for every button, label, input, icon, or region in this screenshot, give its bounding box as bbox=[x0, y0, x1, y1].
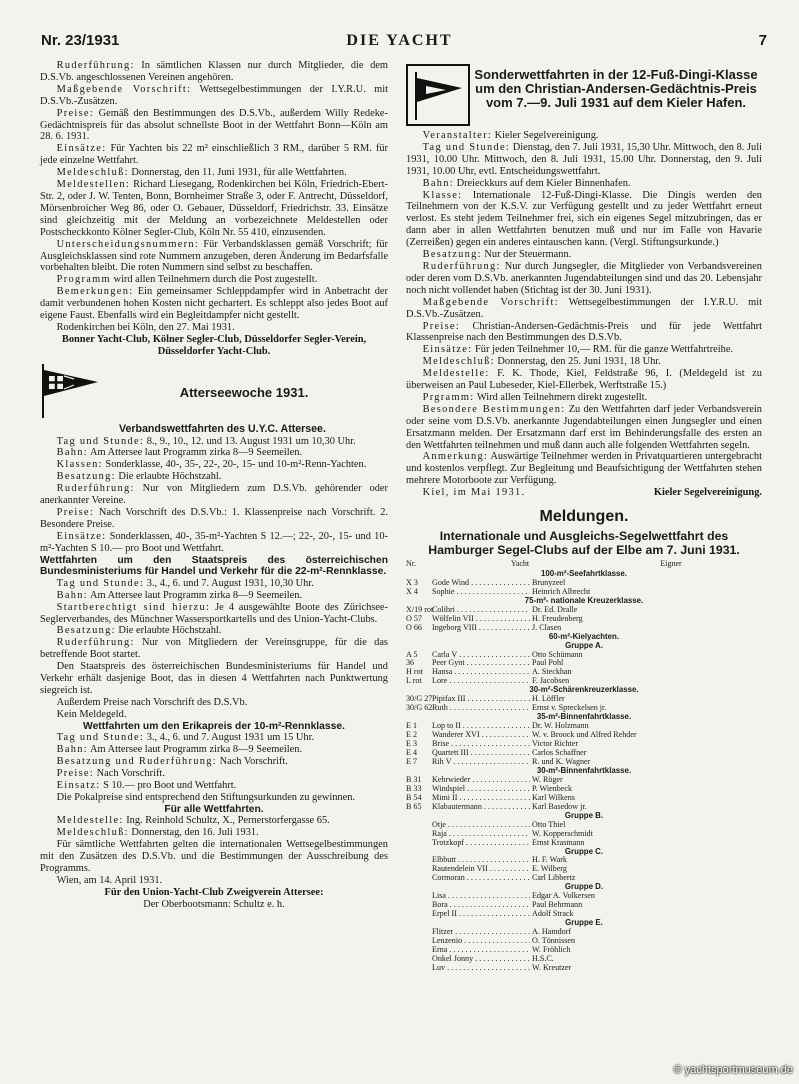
list-item bbox=[406, 776, 762, 785]
yacht-name: Ingeborg VIII . . . bbox=[432, 624, 530, 633]
list-item bbox=[406, 937, 762, 946]
sail-number bbox=[406, 821, 432, 830]
paragraph: Tag und Stunde: 3., 4., 6. und 7. August 1931, 10,30 Uhr. bbox=[56, 577, 314, 589]
signers: Bonner Yacht-Club, Kölner Segler-Club, Düsseldorfer Segler-Verein, Düsseldorfer Yacht-Club. bbox=[61, 333, 367, 357]
yacht-name: Erna . . . bbox=[432, 946, 530, 955]
sail-number: L rot bbox=[406, 676, 422, 686]
paragraph: Tag und Stunde: Dienstag, den 7. Juli 1931, 15,30 Uhr. Mittwoch, den 8. Juli 1931, 10.00 Uhr. Mittwoch, den 8. Juli 1931, 15.00 Uhr. Donnerstag, den 9. Juli 1931, 10.00 Uhr, evtl. Entscheidungswettfahrt. bbox=[406, 141, 762, 177]
paragraph: Ruderführung: Nur von Mitgliedern zum D.S.Vb. gehörender oder anerkannter Vereine. bbox=[40, 483, 388, 507]
owner-name: Otto Schümann bbox=[532, 650, 583, 659]
attersee-heading bbox=[40, 362, 388, 420]
regatta-title: Internationale und Ausgleichs-Segelwettfahrt des Hamburger Segel-Clubs auf der Elbe am 7. Juni 1931. bbox=[428, 529, 740, 557]
owner-name: Paul Behrmann bbox=[532, 901, 583, 910]
sail-number bbox=[406, 928, 432, 937]
signer-club: Für den Union-Yacht-Club Zweigverein Attersee: bbox=[104, 886, 324, 898]
list-item bbox=[406, 695, 762, 704]
owner-name: A. Steckhan bbox=[532, 668, 572, 677]
owner-name: H. Freudenberg bbox=[532, 614, 583, 623]
sail-number bbox=[406, 937, 432, 946]
yacht-name: Trotzkopf . . . bbox=[432, 839, 530, 848]
list-item bbox=[406, 955, 762, 964]
owner-name: F. Jacobsen bbox=[532, 677, 570, 686]
owner-name: Victor Richter bbox=[532, 740, 579, 749]
paragraph: Besondere Bestimmungen: Zu den Wettfahrten darf jeder Verbandsverein oder seine vom D.S.Vb. anerkannte Jugendabteilungen einen Jungsegler und einen Ersatzmann melden. Der Ersatzmann darf erst im Behinderungsfalle des ersten an den Wettfahrten teilnehmen und muß dann auch alle folgenden Wettfahrten segeln. bbox=[406, 403, 762, 451]
paragraph: Veranstalter: Kieler Segelvereinigung. bbox=[422, 130, 599, 141]
paragraph: Besatzung: Die erlaubte Höchstzahl. bbox=[56, 625, 222, 637]
owner-name: W. Kopperschmidt bbox=[532, 829, 593, 838]
yacht-name: Bora . . . bbox=[432, 901, 530, 910]
list-item bbox=[406, 579, 762, 588]
sail-number: X/19 rot bbox=[406, 604, 434, 614]
yacht-name: Carla V . . . bbox=[432, 651, 530, 660]
paragraph: Besatzung: Nur der Steuermann. bbox=[422, 249, 572, 261]
class-heading: 30-m²-Schärenkreuzerklasse. bbox=[529, 685, 639, 695]
list-item bbox=[406, 659, 762, 668]
sail-number: B 65 bbox=[406, 801, 422, 811]
yacht-name: Peer Gynt . . . bbox=[432, 659, 530, 668]
sail-number bbox=[406, 892, 432, 901]
sign-line bbox=[406, 487, 762, 499]
place-date: Kiel, im Mai 1931. bbox=[422, 487, 526, 499]
owner-name: Carl Libbertz bbox=[532, 874, 576, 883]
magazine-title: DIE YACHT bbox=[346, 32, 453, 49]
yacht-name: Quartett III . . . bbox=[432, 749, 530, 758]
owner-name: Karl Basedow jr. bbox=[532, 802, 587, 811]
owner-name: Heinrich Albrecht bbox=[532, 587, 591, 596]
class-heading: 75-m²- nationale Kreuzerklasse. bbox=[524, 595, 644, 605]
yacht-name: Lore . . . bbox=[432, 677, 530, 686]
list-item bbox=[406, 785, 762, 794]
list-item bbox=[406, 615, 762, 624]
dingi-heading bbox=[406, 64, 762, 126]
yacht-name: Rautendelein VII . . . bbox=[432, 865, 530, 874]
paragraph: Ruderführung: Nur von Mitgliedern der Vereinsgruppe, für die das betreffende Boot startet. bbox=[40, 637, 388, 661]
paragraph: Besatzung und Ruderführung: Nach Vorschrift. bbox=[56, 756, 288, 768]
sail-number bbox=[406, 874, 432, 883]
owner-name: A. Hamdorf bbox=[532, 928, 572, 937]
owner-name: W. Kreutzer bbox=[532, 963, 572, 972]
sail-number: E 4 bbox=[406, 748, 418, 758]
yacht-name: Wanderer XVI . . . bbox=[432, 731, 530, 740]
owner-name: R. und K. Wagner bbox=[532, 757, 591, 766]
sail-number bbox=[406, 901, 432, 910]
paragraph: Den Staatspreis des österreichischen Bundesministeriums für Handel und Verkehr erhält dasjenige Boot, das in diesen 4 Wettfahrten nach Punktwertung siegreich ist. bbox=[40, 661, 388, 696]
sail-number: E 1 bbox=[406, 721, 418, 731]
place-date: Rodenkirchen bei Köln, den 27. Mai 1931. bbox=[56, 321, 235, 333]
sail-number: E 2 bbox=[406, 730, 418, 740]
paragraph: Preise: Gemäß den Bestimmungen des D.S.Vb., außerdem Willy Redeke-Gedächtnispreis für das absolut schnellste Boot in der Wettfahrt Bonn—Köln am 28. 6. 1931. bbox=[40, 107, 388, 143]
sail-number bbox=[406, 830, 432, 839]
paragraph: Prgramm: Wird allen Teilnehmern direkt zugestellt. bbox=[422, 391, 648, 403]
list-item bbox=[406, 651, 762, 660]
class-heading: 30-m²-Binnenfahrtklasse. bbox=[536, 765, 632, 775]
owner-name: H. F. Wark bbox=[532, 856, 567, 865]
paragraph: Meldeschluß: Donnerstag, den 11. Juni 1931, für alle Wettfahrten. bbox=[56, 167, 347, 179]
owner-name: Dr. W. Holzmann bbox=[532, 722, 589, 731]
paragraph: Meldeschluß: Donnerstag, den 25. Juni 1931, 18 Uhr. bbox=[422, 356, 661, 368]
left-column bbox=[40, 60, 388, 911]
yacht-name: Cormoran . . . bbox=[432, 874, 530, 883]
yacht-name: Pipifax III . . . bbox=[432, 695, 530, 704]
yacht-name: Lop to II . . . bbox=[432, 722, 530, 731]
paragraph: Unterscheidungsnummern: Für Verbandsklassen gemäß Vorschrift; für Ausgleichsklassen sind rote Nummern anzugeben, deren Änderung im Bedarfsfalle vorbehalten bleibt. Die roten Nummern sind selbst zu beschaffen. bbox=[40, 238, 388, 274]
list-item bbox=[406, 856, 762, 865]
club-pennant-icon bbox=[40, 362, 100, 420]
yacht-name: Klabautermann . . . bbox=[432, 803, 530, 812]
col-nr: Nr. bbox=[406, 559, 416, 568]
paragraph: Tag und Stunde: 3., 4., 6. und 7. August 1931 um 15 Uhr. bbox=[56, 732, 315, 744]
paragraph: Außerdem Preise nach Vorschrift des D.S.Vb. bbox=[56, 696, 248, 708]
list-item bbox=[406, 740, 762, 749]
paragraph: Die Pokalpreise sind entsprechend den Stiftungsurkunden zu gewinnen. bbox=[56, 791, 356, 803]
sail-number bbox=[406, 964, 432, 973]
owner-name: Carlos Schaffner bbox=[532, 749, 587, 758]
list-item bbox=[406, 794, 762, 803]
list-item bbox=[406, 606, 762, 615]
owner-name: E. Wilberg bbox=[532, 865, 567, 874]
list-item bbox=[406, 722, 762, 731]
paragraph: Einsätze: Für Yachten bis 22 m² einschließlich 3 RM., darüber 5 RM. für jede einzelne Wettfahrt. bbox=[40, 143, 388, 167]
yacht-name: Brise . . . bbox=[432, 740, 530, 749]
signer-person: Der Oberbootsmann: Schultz e. h. bbox=[143, 898, 285, 910]
col-owner: Eigner bbox=[660, 559, 682, 568]
sail-number: 30/G 62 bbox=[406, 703, 433, 713]
owner-name: Ernst v. Spreckelsen jr. bbox=[532, 704, 607, 713]
list-item bbox=[406, 892, 762, 901]
list-item bbox=[406, 821, 762, 830]
list-item bbox=[406, 901, 762, 910]
owner-name: O. Tönnissen bbox=[532, 937, 576, 946]
paragraph: Klasse: Internationale 12-Fuß-Dingi-Klasse. Die Dingis werden den Teilnehmern von der K.S.V. zur Verfügung gestellt und zu jeder Wettfahrt erneut verlost. Es steht jedem Teilnehmer frei, sich ein eigenes Segel mitzubringen, das er dann aber in allen Wettfahrten benutzen muß und nur im Falle von Havarie (Zerreißen) gegen ein anderes eintauschen kann. (Vergl. Stiftungsurkunde.) bbox=[406, 189, 762, 249]
paragraph: Meldestellen: Richard Liesegang, Rodenkirchen bei Köln, Friedrich-Ebert-Str. 2, oder J. W. Tenten, Bonn, Bornheimer Straße 3, oder F. Antrecht, Düsseldorf, Mörsenbroicher Weg 86, oder O. Gebauer, Düsseldorf, Friedrichstr. 33. Einsätze sind gleichzeitig mit der Meldung an vorbezeichnete Meldestellen oder Postscheckkonto Kölner Segler-Club, Köln Nr. 55 410, einzusenden. bbox=[40, 179, 388, 238]
paragraph: Preise: Christian-Andersen-Gedächtnis-Preis und für jede Wettfahrt Klassenpreise nach den Bestimmungen des D.S.Vb. bbox=[406, 320, 762, 344]
owner-name: Karl Wilkens bbox=[532, 793, 575, 802]
owner-name: Ernst Krasmann bbox=[532, 838, 585, 847]
paragraph: Ruderführung: In sämtlichen Klassen nur durch Mitglieder, die dem D.S.Vb. angeschlossenen Vereinen angehören. bbox=[40, 60, 388, 83]
paragraph: Anmerkung: Auswärtige Teilnehmer werden in Privatquartieren untergebracht und kostenlos verpflegt. Zur Begleitung und Beaufsichtigung der Wettfahrten stehen mehrere Motorboote zur Verfügung. bbox=[406, 451, 762, 487]
yacht-name: Hansa . . . bbox=[432, 668, 530, 677]
attersee-title: Atterseewoche 1931. bbox=[179, 384, 309, 400]
class-heading: 35-m²-Binnenfahrtklasse. bbox=[536, 712, 632, 722]
yacht-name: Lenzenio . . . bbox=[432, 937, 530, 946]
paragraph: Meldeschluß: Donnerstag, den 16. Juli 1931. bbox=[56, 827, 259, 839]
sail-number: E 7 bbox=[406, 756, 418, 766]
paragraph: Einsätze: Sonderklassen, 40-, 35-m²-Yachten S 12.—; 22-, 20-, 15- und 10-m²-Yachten S 10.— pro Boot und Wettfahrt. bbox=[40, 530, 388, 554]
sail-number: A 5 bbox=[406, 649, 418, 659]
owner-name: H.S.C. bbox=[532, 954, 554, 963]
paragraph: Tag und Stunde: 8., 9., 10., 12. und 13. August 1931 um 10,30 Uhr. bbox=[56, 435, 356, 447]
list-item bbox=[406, 668, 762, 677]
class-heading: Gruppe E. bbox=[565, 918, 603, 928]
sail-number bbox=[406, 856, 432, 865]
owner-name: P. Wienbeck bbox=[532, 784, 572, 793]
yacht-name: Otje . . . bbox=[432, 821, 530, 830]
paragraph: Einsatz: S 10.— pro Boot und Wettfahrt. bbox=[56, 779, 237, 791]
class-heading: 100-m²-Seefahrtklasse. bbox=[541, 568, 627, 578]
owner-name: Adolf Strack bbox=[532, 910, 574, 919]
sail-number: E 3 bbox=[406, 739, 418, 749]
attersee-subtitle: Verbandswettfahrten des U.Y.C. Attersee. bbox=[119, 422, 326, 435]
meldungen-title: Meldungen. bbox=[539, 508, 629, 526]
yacht-name: Wölfelin VII . . . bbox=[432, 615, 530, 624]
owner-name: Edgar A. Volkersen bbox=[532, 892, 595, 901]
sail-number: H rot bbox=[406, 667, 423, 677]
yacht-name: Raja . . . bbox=[432, 830, 530, 839]
paragraph: Einsätze: Für jeden Teilnehmer 10,— RM. für die ganze Wettfahrtreihe. bbox=[422, 344, 734, 356]
owner-name: Paul Pohl bbox=[532, 659, 564, 668]
paragraph: Bemerkungen: Ein gemeinsamer Schleppdampfer wird in Anbetracht der damit verbundenen hohen Kosten nicht gechartert. Es schleppt also jedes Boot auf eigene Faust. Ebenfalls wird ein Begleitdampfer nicht gestellt. bbox=[40, 286, 388, 322]
yacht-name: Kehrwieder . . . bbox=[432, 776, 530, 785]
paragraph: Für sämtliche Wettfahrten gelten die internationalen Wettsegelbestimmungen mit den Zusätzen des D.S.Vb. und die Bestimmungen der Ausschreibung des Programms. bbox=[40, 839, 388, 874]
yacht-name: Ruth . . . bbox=[432, 704, 530, 713]
entries-list bbox=[406, 560, 762, 973]
owner-name: W. Fröhlich bbox=[532, 945, 571, 954]
all-races-heading: Für alle Wettfahrten. bbox=[164, 803, 264, 815]
list-item bbox=[406, 749, 762, 758]
page-number: 7 bbox=[758, 32, 767, 49]
paragraph: Besatzung: Die erlaubte Höchstzahl. bbox=[56, 471, 222, 483]
watermark: © yachtsportmuseum.de bbox=[673, 1064, 793, 1076]
yacht-name: Erpel II . . . bbox=[432, 910, 530, 919]
sail-number bbox=[406, 946, 432, 955]
sail-number: 30/G 27 bbox=[406, 694, 433, 704]
place-date: Wien, am 14. April 1931. bbox=[56, 874, 163, 886]
sail-number: X 4 bbox=[406, 586, 418, 596]
class-heading: Gruppe A. bbox=[565, 640, 603, 650]
owner-name: J. Clasen bbox=[532, 623, 562, 632]
paragraph: Preise: Nach Vorschrift. bbox=[56, 768, 165, 779]
erikapreis-heading: Wettfahrten um den Erikapreis der 10-m²-Rennklasse. bbox=[83, 720, 345, 732]
paragraph: Meldestelle: Ing. Reinhold Schultz, X., Pernerstorfergasse 65. bbox=[56, 815, 330, 827]
staatspreis-heading: Wettfahrten um den Staatspreis des österreichischen Bundesministeriums für Handel und Verkehr für die 22-m²-Rennklasse. bbox=[40, 554, 388, 578]
yacht-name: Lisa . . . bbox=[432, 892, 530, 901]
right-column bbox=[406, 60, 762, 973]
paragraph: Meldestelle: F. K. Thode, Kiel, Feldstraße 96, I. (Meldegeld ist zu überweisen an Paul Lubeseder, Kiel-Ellerbek, Werftstraße 15.) bbox=[406, 368, 762, 392]
paragraph: Bahn: Am Attersee laut Programm zirka 8—9 Seemeilen. bbox=[56, 589, 303, 601]
owner-name: Otto Thiel bbox=[532, 820, 566, 829]
yacht-name: Windspiel . . . bbox=[432, 785, 530, 794]
owner-name: W. v. Broock und Alfred Rehder bbox=[532, 731, 637, 740]
list-item bbox=[406, 865, 762, 874]
owner-name: Dr. Ed. Dralle bbox=[532, 605, 578, 614]
paragraph: Startberechtigt sind hierzu: Je 4 ausgewählte Boote des Zürichsee-Seglerverbandes, des Münchner Wassersportkartells und des Union-Yacht-Clubs. bbox=[40, 601, 388, 625]
sail-number bbox=[406, 839, 432, 848]
paragraph: Preise: Nach Vorschrift des D.S.Vb.: 1. Klassenpreise nach Vorschrift. 2. Besondere Preise. bbox=[40, 507, 388, 530]
list-item bbox=[406, 731, 762, 740]
paragraph: Bahn: Dreieckkurs auf dem Kieler Binnenhafen. bbox=[422, 177, 631, 189]
owner-name: W. Röger bbox=[532, 775, 563, 784]
col-yacht: Yacht bbox=[510, 559, 530, 568]
sail-number: X 3 bbox=[406, 577, 418, 587]
sail-number: B 33 bbox=[406, 783, 422, 793]
sail-number: O 66 bbox=[406, 622, 422, 632]
page-header bbox=[0, 32, 799, 54]
yacht-name: Mimi II . . . bbox=[432, 794, 530, 803]
yacht-name: Sophie . . . bbox=[432, 588, 530, 597]
paragraph: Bahn: Am Attersee laut Programm zirka 8—9 Seemeilen. bbox=[56, 744, 303, 756]
dingi-title: Sonderwettfahrten in der 12-Fuß-Dingi-Klasse um den Christian-Andersen-Gedächtnis-Preis vom 7.—9. Juli 1931 auf dem Kieler Hafen. bbox=[474, 67, 758, 110]
sail-number bbox=[406, 910, 432, 919]
list-item bbox=[406, 964, 762, 973]
list-item bbox=[406, 946, 762, 955]
sail-number bbox=[406, 955, 432, 964]
list-item bbox=[406, 928, 762, 937]
yacht-name: Rih V . . . bbox=[432, 758, 530, 767]
owner-name: Brunyzeel bbox=[532, 578, 566, 587]
class-heading: Gruppe B. bbox=[564, 810, 604, 820]
sail-number: O 57 bbox=[406, 613, 422, 623]
yacht-name: Onkel Jonny . . . bbox=[432, 955, 530, 964]
signer: Kieler Segelvereinigung. bbox=[653, 487, 762, 499]
paragraph: Klassen: Sonderklasse, 40-, 35-, 22-, 20-, 15- und 10-m²-Renn-Yachten. bbox=[56, 459, 367, 471]
paragraph: Maßgebende Vorschrift: Wettsegelbestimmungen der I.Y.R.U. mit D.S.Vb.-Zusätzen. bbox=[406, 296, 762, 320]
class-heading: 60-m²-Kielyachten. bbox=[548, 631, 620, 641]
paragraph: Programm wird allen Teilnehmern durch die Post zugestellt. bbox=[56, 274, 318, 286]
yacht-name: Elbbutt . . . bbox=[432, 856, 530, 865]
yacht-name: Luv . . . bbox=[432, 964, 530, 973]
sail-number bbox=[406, 865, 432, 874]
class-heading: Gruppe D. bbox=[564, 882, 604, 892]
kiel-pennant-icon bbox=[406, 64, 470, 126]
paragraph: Maßgebende Vorschrift: Wettsegelbestimmungen der I.Y.R.U. mit D.S.Vb.-Zusätzen. bbox=[40, 83, 388, 107]
paragraph: Kein Meldegeld. bbox=[56, 708, 127, 720]
yacht-name: Colibri . . . bbox=[432, 606, 530, 615]
entries-header bbox=[406, 560, 762, 569]
sail-number: B 31 bbox=[406, 774, 422, 784]
paragraph: Ruderführung: Nur durch Jungsegler, die Mitglieder von Verbandsvereinen oder deren vom D.S.Vb. anerkannten Jugendabteilungen sind und das 20. Lebensjahr noch nicht vollendet haben (Stichtag ist der 30. Juni 1931). bbox=[406, 260, 762, 296]
yacht-name: Flitzer . . . bbox=[432, 928, 530, 937]
paragraph: Bahn: Am Attersee laut Programm zirka 8—9 Seemeilen. bbox=[56, 447, 303, 459]
issue-number: Nr. 23/1931 bbox=[41, 32, 120, 49]
yacht-name: Gode Wind . . . bbox=[432, 579, 530, 588]
owner-name: H. Löffler bbox=[532, 695, 565, 704]
entries-body bbox=[406, 570, 762, 973]
sail-number: B 54 bbox=[406, 792, 422, 802]
sail-number: 36 bbox=[406, 658, 415, 668]
list-item bbox=[406, 830, 762, 839]
class-heading: Gruppe C. bbox=[564, 846, 604, 856]
